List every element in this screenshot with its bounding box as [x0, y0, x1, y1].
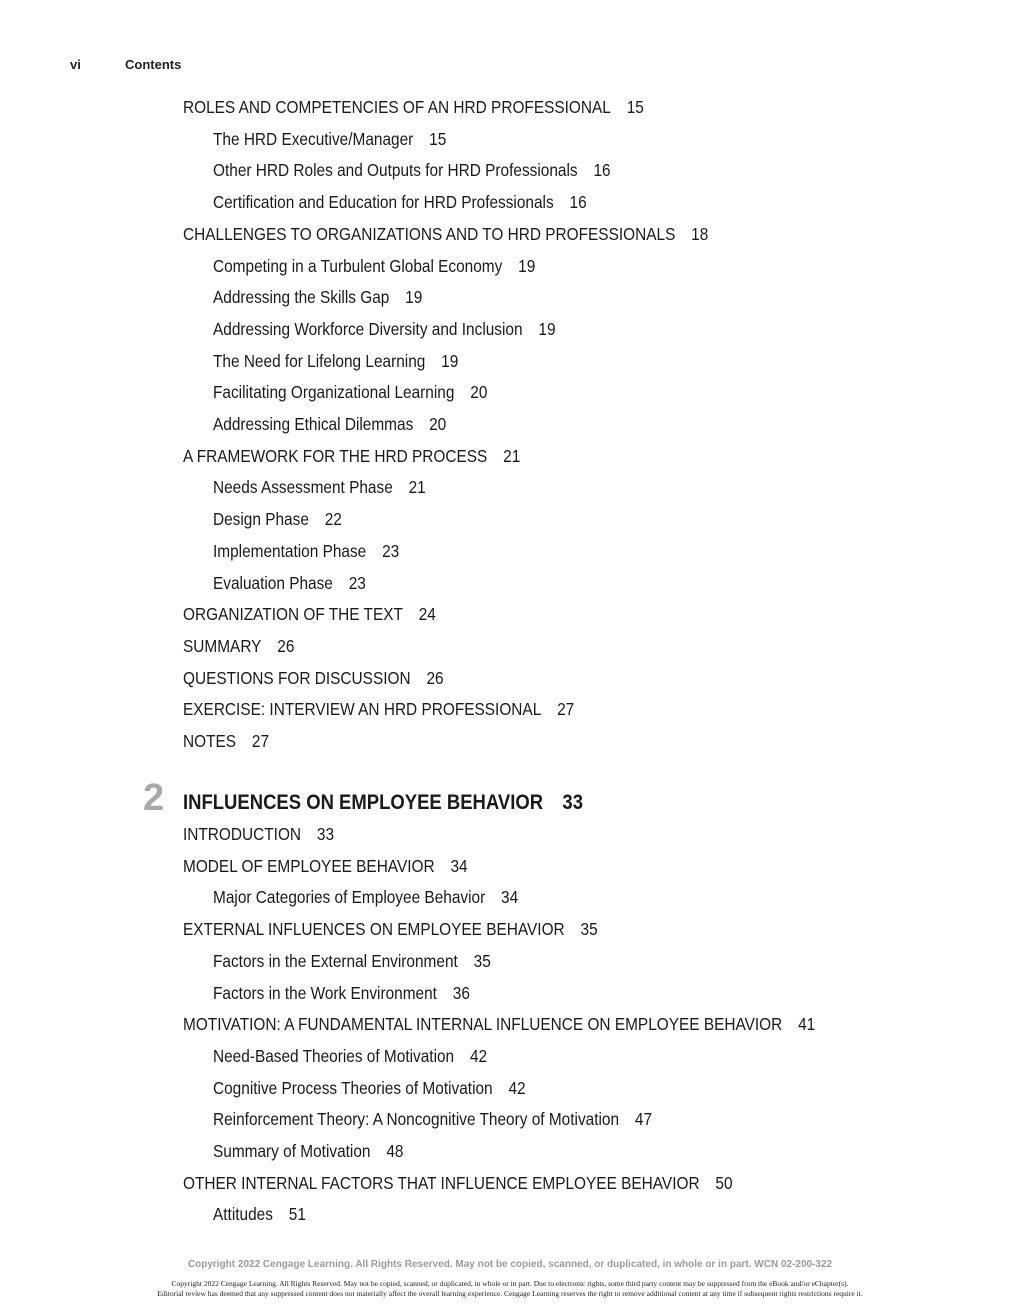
toc-entry-title: Factors in the External Environment [213, 950, 458, 971]
toc-entry-page-number: 42 [508, 1077, 526, 1098]
toc-entry-title: Addressing Ethical Dilemmas [213, 414, 414, 434]
toc-entry-title: EXTERNAL INFLUENCES ON EMPLOYEE BEHAVIOR [183, 919, 565, 940]
toc-entry[interactable] [213, 351, 458, 371]
toc-entry-page-number: 19 [518, 255, 536, 276]
toc-entry[interactable] [213, 509, 342, 529]
toc-entry-title: SUMMARY [183, 635, 262, 656]
toc-entry[interactable] [213, 160, 611, 180]
toc-entry[interactable] [213, 951, 491, 971]
toc-entry-page-number: 15 [626, 97, 644, 117]
toc-entry-page-number: 24 [418, 604, 436, 625]
toc-entry-page-number: 16 [593, 160, 611, 181]
chapter-heading[interactable] [183, 789, 583, 817]
toc-entry[interactable] [213, 983, 470, 1003]
toc-entry-title: Factors in the Work Environment [213, 982, 437, 1003]
copyright-fine-print-1: Copyright 2022 Cengage Learning. All Rights Reserved. May not be copied, scanned, or duplicated, in whole or in part. Due to electronic rights, some third party content may be suppressed from the eBook and/or eChapter(s). [171, 1279, 849, 1288]
toc-entry-page-number: 16 [569, 192, 587, 213]
toc-entry-page-number: 21 [503, 445, 521, 466]
toc-entry-page-number: 19 [441, 350, 459, 371]
toc-entry-page-number: 42 [469, 1045, 488, 1066]
toc-entry[interactable] [213, 1204, 306, 1224]
toc-entry-page-number: 19 [538, 318, 556, 339]
toc-entry-title: Needs Assessment Phase [213, 477, 393, 498]
toc-entry-title: Other HRD Roles and Outputs for HRD Professionals [213, 160, 578, 181]
toc-entry[interactable] [213, 573, 366, 593]
toc-entry-title: The HRD Executive/Manager [213, 128, 414, 149]
toc-entry-title: Cognitive Process Theories of Motivation [213, 1077, 493, 1098]
toc-entry-page-number: 35 [580, 919, 598, 940]
toc-entry[interactable] [183, 636, 294, 656]
toc-entry-page-number: 15 [429, 128, 447, 149]
toc-entry-page-number: 22 [324, 509, 342, 530]
toc-entry-page-number: 27 [251, 731, 270, 751]
chapter-page-number: 33 [562, 791, 583, 814]
toc-entry-page-number: 23 [348, 572, 366, 593]
toc-entry-page-number: 35 [473, 950, 491, 971]
toc-entry-page-number: 48 [386, 1141, 404, 1161]
toc-entry-title: Competing in a Turbulent Global Economy [213, 255, 503, 276]
copyright-fine-print-2: Editorial review has deemed that any suppressed content does not materially affect the overall learning experience. Cengage Learning reserves the right to remove additional content at any time if subsequent rights restrictions require it. [157, 1289, 863, 1298]
page-label: vi [70, 57, 81, 72]
toc-entry-page-number: 51 [288, 1204, 306, 1225]
toc-entry-title: EXERCISE: INTERVIEW AN HRD PROFESSIONAL [183, 699, 542, 720]
toc-entry[interactable] [183, 1014, 815, 1034]
toc-entry-page-number: 20 [429, 414, 447, 434]
toc-entry[interactable] [183, 731, 269, 751]
chapter-number: 2 [143, 777, 165, 819]
toc-entry-page-number: 23 [382, 540, 400, 561]
toc-entry[interactable] [213, 192, 587, 212]
toc-entry-page-number: 20 [470, 382, 488, 403]
section-label: Contents [125, 57, 182, 72]
toc-entry-title: NOTES [183, 731, 237, 751]
toc-entry-page-number: 19 [405, 287, 423, 308]
toc-entry-page-number: 34 [501, 887, 519, 908]
running-head [70, 57, 181, 72]
toc-entry-title: ORGANIZATION OF THE TEXT [183, 604, 403, 625]
toc-entry[interactable] [213, 287, 422, 307]
toc-entry-page-number: 18 [691, 223, 709, 244]
toc-entry-title: Major Categories of Employee Behavior [213, 887, 486, 908]
chapter-title: INFLUENCES ON EMPLOYEE BEHAVIOR [183, 791, 544, 814]
toc-entry-page-number: 27 [557, 699, 575, 720]
toc-entry[interactable] [213, 1109, 652, 1129]
toc-entry[interactable] [183, 1173, 733, 1193]
toc-entry-title: INTRODUCTION [183, 824, 302, 844]
toc-entry-page-number: 50 [715, 1172, 733, 1193]
toc-entry[interactable] [213, 1141, 403, 1161]
toc-entry[interactable] [183, 224, 708, 244]
toc-entry[interactable] [183, 604, 436, 624]
copyright-notice: Copyright 2022 Cengage Learning. All Rights Reserved. May not be copied, scanned, or duplicated, in whole or in part. WCN 02-200-322 [187, 1259, 833, 1270]
toc-entry-title: Implementation Phase [213, 540, 367, 561]
toc-entry[interactable] [183, 97, 644, 117]
toc-entry[interactable] [213, 129, 446, 149]
toc-entry-title: QUESTIONS FOR DISCUSSION [183, 667, 411, 688]
toc-entry[interactable] [183, 699, 574, 719]
toc-entry-page-number: 41 [798, 1014, 816, 1035]
toc-entry-title: Facilitating Organizational Learning [213, 382, 455, 403]
toc-entry-page-number: 47 [634, 1109, 653, 1130]
toc-entry-title: Addressing the Skills Gap [213, 287, 390, 308]
toc-entry-title: Reinforcement Theory: A Noncognitive Theory of Motivation [213, 1109, 620, 1130]
toc-entry-title: CHALLENGES TO ORGANIZATIONS AND TO HRD PROFESSIONALS [183, 223, 676, 244]
toc-entry-page-number: 36 [452, 982, 470, 1003]
toc-entry[interactable] [213, 1078, 526, 1098]
toc-entry[interactable] [183, 446, 520, 466]
toc-entry-page-number: 34 [450, 855, 468, 876]
toc-entry[interactable] [213, 887, 518, 907]
toc-entry[interactable] [213, 319, 556, 339]
toc-entry-title: Attitudes [213, 1204, 273, 1225]
toc-entry[interactable] [183, 856, 468, 876]
toc-entry-title: ROLES AND COMPETENCIES OF AN HRD PROFESSIONAL [183, 97, 611, 117]
toc-entry-title: The Need for Lifelong Learning [213, 350, 426, 371]
toc-entry[interactable] [213, 414, 446, 434]
toc-entry-title: Summary of Motivation [213, 1141, 371, 1161]
toc-entry-title: Evaluation Phase [213, 572, 333, 593]
toc-entry-title: MOTIVATION: A FUNDAMENTAL INTERNAL INFLUENCE ON EMPLOYEE BEHAVIOR [183, 1014, 783, 1035]
toc-entry-page-number: 33 [316, 824, 335, 844]
toc-entry-title: Need-Based Theories of Motivation [213, 1045, 455, 1066]
toc-entry-title: Addressing Workforce Diversity and Inclusion [213, 318, 523, 339]
toc-entry-title: OTHER INTERNAL FACTORS THAT INFLUENCE EMPLOYEE BEHAVIOR [183, 1172, 700, 1193]
toc-entry[interactable] [183, 919, 598, 939]
toc-entry-page-number: 26 [426, 667, 444, 688]
toc-entry[interactable] [213, 1046, 487, 1066]
toc-entry[interactable] [213, 256, 535, 276]
toc-entry-title: MODEL OF EMPLOYEE BEHAVIOR [183, 855, 435, 876]
toc-entry[interactable] [183, 668, 444, 688]
toc-entry-title: A FRAMEWORK FOR THE HRD PROCESS [183, 445, 488, 466]
toc-entry-page-number: 21 [408, 477, 426, 498]
toc-entry-title: Design Phase [213, 509, 309, 530]
toc-entry[interactable] [213, 541, 399, 561]
toc-entry[interactable] [213, 477, 426, 497]
toc-entry[interactable] [183, 824, 334, 844]
toc-entry[interactable] [213, 382, 487, 402]
toc-entry-page-number: 26 [277, 635, 295, 656]
toc-entry-title: Certification and Education for HRD Professionals [213, 192, 554, 213]
